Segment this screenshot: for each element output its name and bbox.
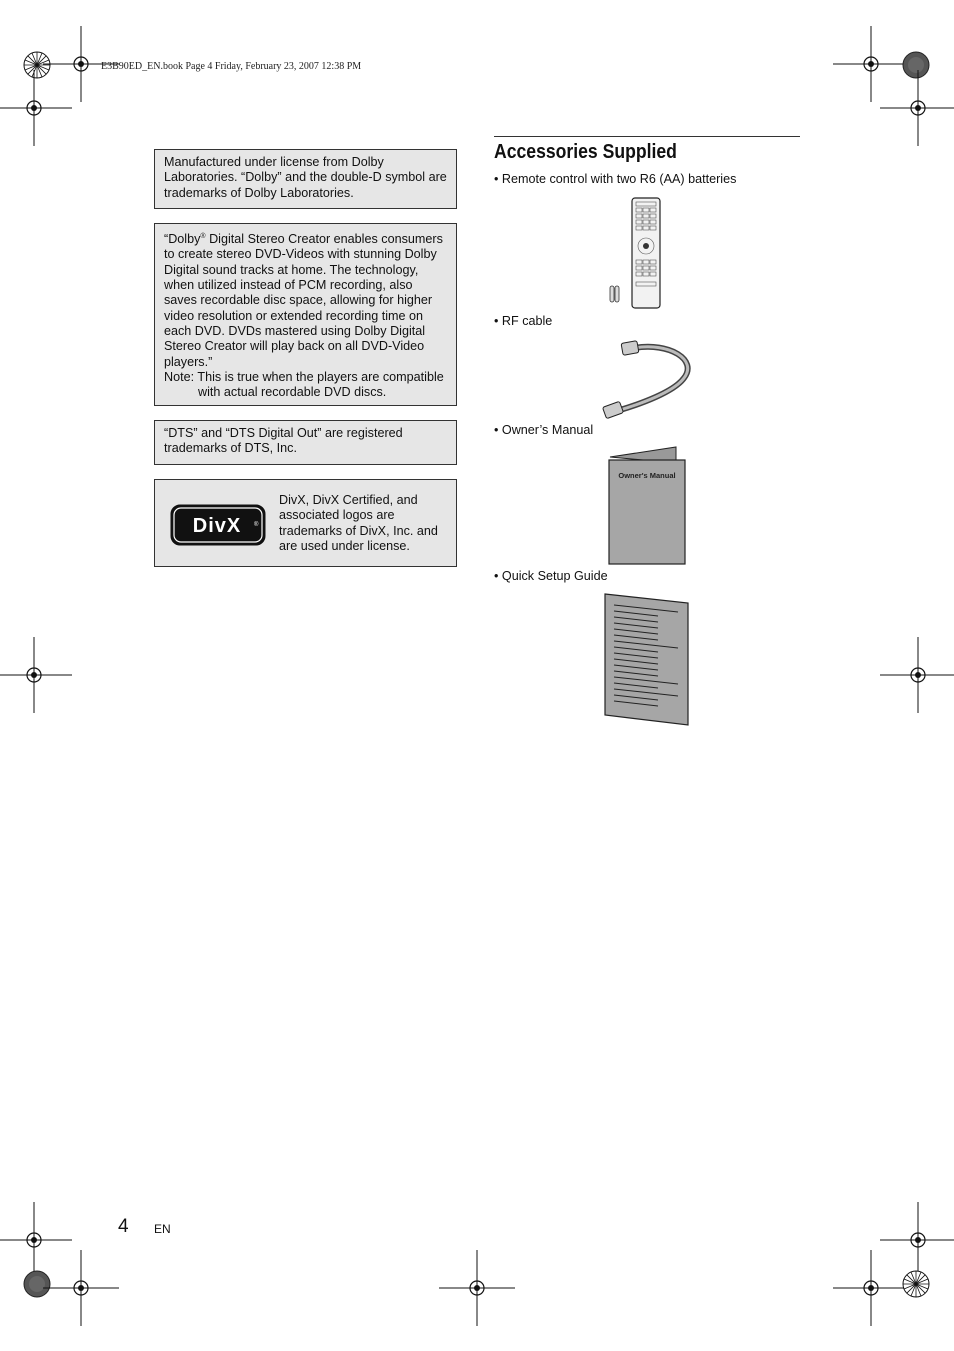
dolby-license-text: Manufactured under license from Dolby Laboratories. “Dolby” and the double-D symbol are trademarks of Dolby Laboratories. (164, 155, 447, 200)
divx-notice (154, 479, 457, 567)
dts-notice (154, 420, 457, 465)
svg-text:®: ® (254, 522, 259, 528)
accessory-quick-setup-label: • Quick Setup Guide (494, 569, 608, 583)
owners-manual-icon (606, 445, 688, 567)
section-rule (494, 136, 800, 137)
quick-setup-guide-icon (602, 591, 692, 729)
accessory-rf-cable-label: • RF cable (494, 314, 553, 328)
rf-cable-icon (600, 336, 696, 422)
svg-text:Owner's Manual: Owner's Manual (618, 471, 676, 480)
language-code: EN (154, 1222, 171, 1236)
svg-text:DivX: DivX (192, 515, 242, 537)
page-number: 4 (118, 1216, 129, 1237)
dolby-creator-notice (154, 223, 457, 406)
accessory-owners-manual-label: • Owner’s Manual (494, 423, 594, 437)
dolby-creator-note: Note: This is true when the players are compatible with actual recordable DVD discs. (164, 369, 444, 400)
accessory-remote-label: • Remote control with two R6 (AA) batteries (494, 172, 737, 186)
file-info-header: E3B90ED_EN.book Page 4 Friday, February 23, 2007 12:38 PM (101, 61, 362, 72)
divx-text: DivX, DivX Certified, and associated logos are trademarks of DivX, Inc. and are used under license. (279, 493, 438, 553)
dts-text: “DTS” and “DTS Digital Out” are registered trademarks of DTS, Inc. (164, 426, 403, 456)
dolby-creator-text: “Dolby® Digital Stereo Creator enables consumers to create stereo DVD-Videos with stunning Dolby Digital sound tracks at home. The technology, when utilized instead of PCM recording, also saves recordable disc space, allowing for higher video resolution or extended recording time on each DVD. DVDs mastered using Dolby Digital Stereo Creator will play back on all DVD-Video players.” (164, 232, 443, 369)
section-title: Accessories Supplied (494, 141, 677, 163)
dolby-license-notice (154, 149, 457, 209)
remote-control-icon (608, 196, 664, 310)
divx-logo (170, 504, 266, 546)
